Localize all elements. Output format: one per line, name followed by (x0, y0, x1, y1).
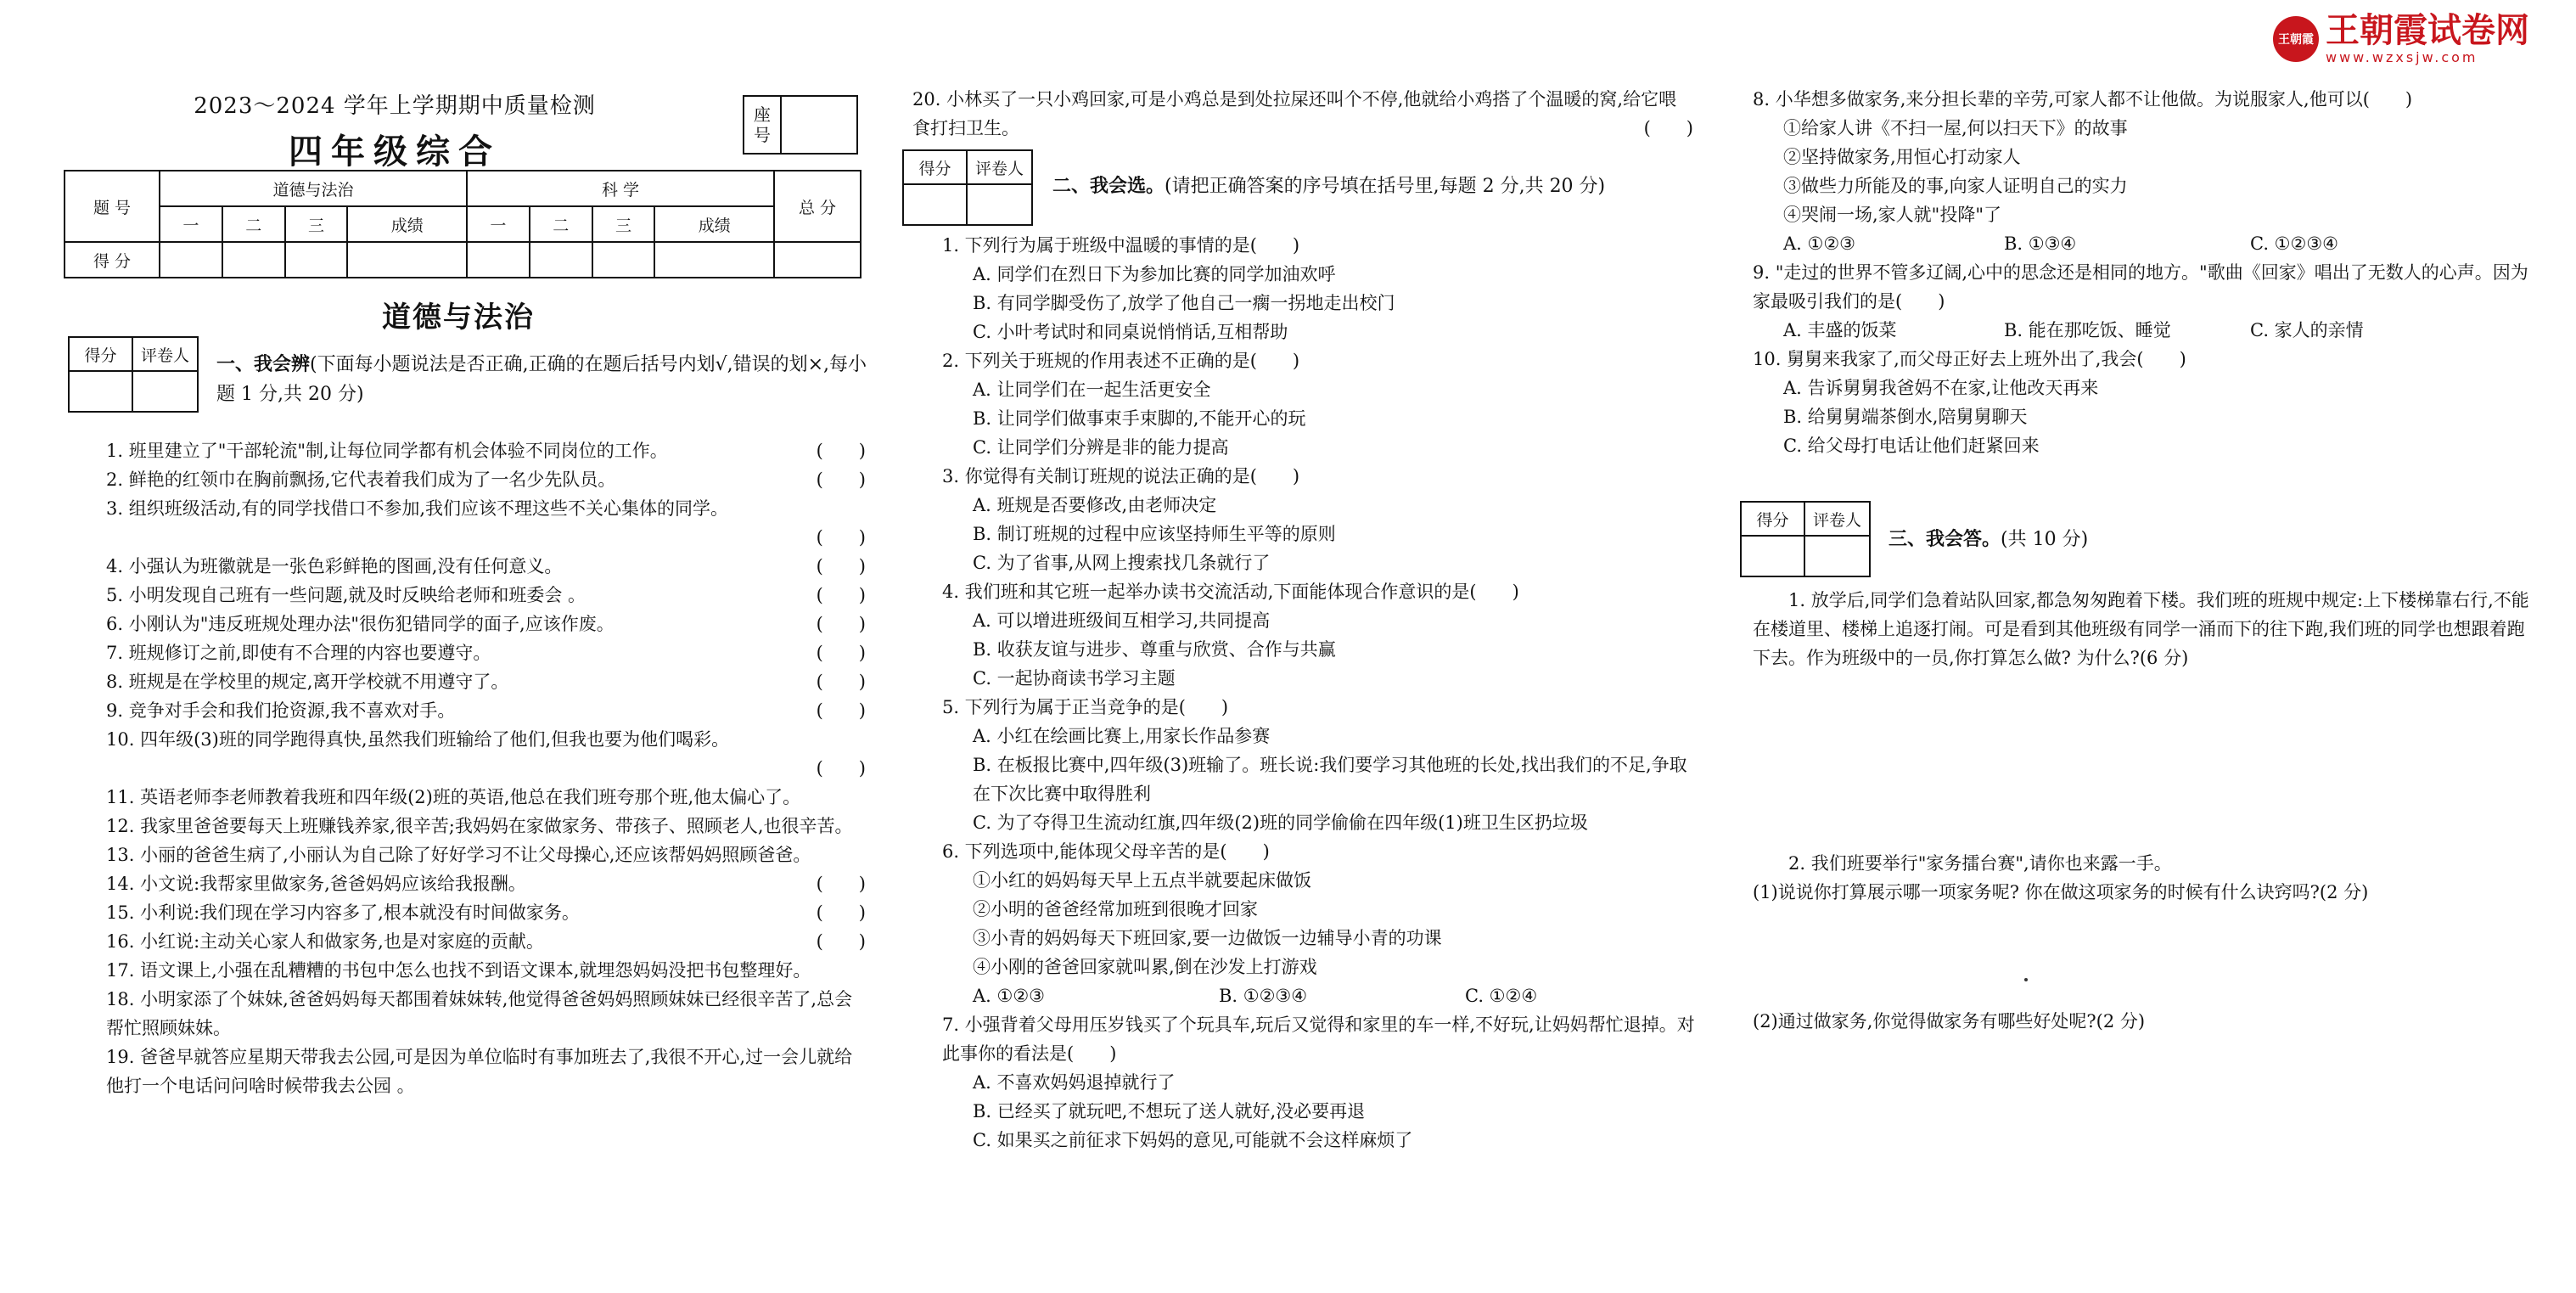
year-title: 2023～2024 学年上学期期中质量检测 (194, 93, 596, 119)
part2-list-continued (1753, 85, 2538, 460)
answer-paren[interactable]: ( ) (816, 527, 866, 548)
score-cell[interactable] (654, 242, 774, 278)
part3-q2 (1753, 849, 2538, 1036)
answer-paren[interactable]: ( ) (816, 441, 866, 461)
question: 3. 你觉得有关制订班规的说法正确的是( ) (942, 466, 1300, 486)
list-item: 12. 我家里爸爸要每天上班赚钱养家,很辛苦;我妈妈在家做家务、带孩子、照顾老人,也很辛苦。 (106, 816, 853, 836)
option: ④小刚的爸爸回家就叫累,倒在沙发上打游戏 (973, 957, 1317, 977)
score-col: 三 (285, 206, 348, 242)
score-row-question: 题 号 (65, 171, 160, 242)
answer-paren[interactable]: ( ) (816, 700, 866, 721)
option[interactable]: C. 为了省事,从网上搜索找几条就行了 (973, 553, 1271, 573)
part3-instruction: (共 10 分) (2001, 529, 2089, 550)
grader-name-label: 评卷人 (133, 338, 197, 372)
column-3 (1736, 0, 2534, 1293)
score-group-2: 科 学 (467, 171, 774, 206)
grader-name-label: 评卷人 (1805, 503, 1869, 537)
seat-label-2: 号 (754, 125, 771, 145)
choice-row (1753, 316, 2538, 345)
option[interactable]: A. 同学们在烈日下为参加比赛的同学加油欢呼 (973, 264, 1336, 284)
grader-score-label: 得分 (1742, 503, 1805, 537)
option: ②坚持做家务,用恒心打动家人 (1783, 147, 2021, 167)
list-item: 17. 语文课上,小强在乱糟糟的书包中怎么也找不到语文课本,就埋怨妈妈没把书包整理好。 (106, 960, 811, 981)
score-col: 一 (467, 206, 530, 242)
question: 8. 小华想多做家务,来分担长辈的辛劳,可家人都不让他做。为说服家人,他可以( ) (1753, 89, 2413, 110)
score-cell[interactable] (285, 242, 348, 278)
exam-header (64, 88, 726, 173)
option[interactable]: C. 给父母打电话让他们赶紧回来 (1783, 436, 2040, 456)
choice[interactable]: A. 丰盛的饭菜 (1783, 320, 1897, 340)
part2-title: 二、我会选。 (1052, 175, 1165, 197)
logo-badge-icon: 王朝霞 (2273, 16, 2319, 62)
part1-title: 一、我会辨 (216, 353, 311, 375)
question: 5. 下列行为属于正当竞争的是( ) (942, 697, 1229, 717)
part3-title: 三、我会答。 (1889, 528, 2001, 550)
list-item: 1. 班里建立了"干部轮流"制,让每位同学都有机会体验不同岗位的工作。 ( ) (106, 436, 866, 465)
list-item: 14. 小文说:我帮家里做家务,爸爸妈妈应该给我报酬。 ( ) (106, 869, 866, 898)
question: 4. 我们班和其它班一起举办读书交流活动,下面能体现合作意识的是( ) (942, 582, 1519, 602)
score-row-score: 得 分 (65, 242, 160, 278)
part1-item-20 (912, 85, 1693, 143)
option: ①小红的妈妈每天早上五点半就要起床做饭 (973, 870, 1311, 891)
score-cell[interactable] (467, 242, 530, 278)
part1-instruction: (下面每小题说法是否正确,正确的在题后括号内划√,错误的划×,每小题 1 分,共 20 分) (216, 354, 867, 405)
answer-paren[interactable]: ( ) (816, 874, 866, 894)
sub-question: (2)通过做家务,你觉得做家务有哪些好处呢?(2 分) (1753, 1011, 2146, 1032)
score-col: 成绩 (654, 206, 774, 242)
answer-paren[interactable]: ( ) (816, 643, 866, 663)
list-item: 9. 竞争对手会和我们抢资源,我不喜欢对手。 ( ) (106, 696, 866, 725)
question: 9. "走过的世界不管多辽阔,心中的思念还是相同的地方。"歌曲《回家》唱出了无数人的心声。因为家最吸引我们的是( ) (1753, 262, 2528, 312)
answer-paren[interactable]: ( ) (816, 469, 866, 490)
section-title: 道德与法治 (382, 301, 535, 334)
score-cell[interactable] (222, 242, 285, 278)
list-item: 4. 小强认为班徽就是一张色彩鲜艳的图画,没有任何意义。 ( ) (106, 552, 866, 581)
list-item: 7. 班规修订之前,即使有不合理的内容也要遵守。 ( ) (106, 638, 866, 667)
answer-paren[interactable]: ( ) (816, 931, 866, 952)
option[interactable]: B. 已经买了就玩吧,不想玩了送人就好,没必要再退 (973, 1101, 1366, 1122)
choice[interactable]: C. ①②④ (1465, 986, 1538, 1006)
option[interactable]: C. 为了夺得卫生流动红旗,四年级(2)班的同学偷偷在四年级(1)班卫生区扔垃圾 (973, 812, 1588, 833)
option[interactable]: B. 给舅舅端茶倒水,陪舅舅聊天 (1783, 407, 2028, 427)
option[interactable]: A. 让同学们在一起生活更安全 (973, 379, 1211, 400)
score-table (64, 170, 861, 278)
score-cell[interactable] (347, 242, 467, 278)
grader-name-field[interactable] (133, 372, 197, 411)
grader-score-field[interactable] (70, 372, 133, 411)
list-item: 2. 鲜艳的红领巾在胸前飘扬,它代表着我们成为了一名少先队员。 ( ) (106, 465, 866, 494)
answer-area[interactable] (1753, 907, 2538, 1007)
option[interactable]: A. 可以增进班级间互相学习,共同提高 (973, 610, 1271, 631)
option[interactable]: C. 小叶考试时和同桌说悄悄话,互相帮助 (973, 322, 1288, 342)
grader-score-label: 得分 (70, 338, 133, 372)
list-item: 3. 组织班级活动,有的同学找借口不参加,我们应该不理这些不关心集体的同学。 (106, 498, 729, 519)
answer-paren[interactable]: ( ) (816, 556, 866, 576)
question: 6. 下列选项中,能体现父母辛苦的是( ) (942, 841, 1270, 862)
part3-heading (1889, 525, 2483, 554)
sub-question: (1)说说你打算展示哪一项家务呢? 你在做这项家务的时候有什么诀窍吗?(2 分) (1753, 882, 2369, 902)
grader-box-2 (902, 149, 1033, 226)
option[interactable]: B. 在板报比赛中,四年级(3)班输了。班长说:我们要学习其他班的长处,找出我们的不足,争取在下次比赛中取得胜利 (973, 755, 1687, 804)
part1-heading (216, 350, 870, 409)
question: 2. 下列关于班规的作用表述不正确的是( ) (942, 351, 1300, 371)
answer-paren[interactable]: ( ) (816, 758, 866, 779)
part3-q1 (1753, 586, 2538, 672)
option[interactable]: A. 小红在绘画比赛上,用家长作品参赛 (973, 726, 1271, 746)
choice-row (942, 981, 1698, 1010)
grader-score-field[interactable] (1742, 537, 1805, 576)
score-col: 二 (530, 206, 592, 242)
score-group-1: 道德与法治 (160, 171, 467, 206)
grader-score-label: 得分 (904, 151, 968, 185)
column-1 (64, 0, 870, 1293)
list-item: 10. 四年级(3)班的同学跑得真快,虽然我们班输给了他们,但我也要为他们喝彩。 (106, 729, 730, 750)
choice[interactable]: C. ①②③④ (2250, 233, 2338, 254)
score-cell[interactable] (530, 242, 592, 278)
list-item: 13. 小丽的爸爸生病了,小丽认为自己除了好好学习不让父母操心,还应该帮妈妈照顾爸爸。 (106, 845, 811, 865)
option: ③小青的妈妈每天下班回家,要一边做饭一边辅导小青的功课 (973, 928, 1442, 948)
option[interactable]: B. 有同学脚受伤了,放学了他自己一瘸一拐地走出校门 (973, 293, 1395, 313)
option[interactable]: B. 收获友谊与进步、尊重与欣赏、合作与共赢 (973, 639, 1336, 660)
list-item (106, 754, 866, 783)
question: 10. 舅舅来我家了,而父母正好去上班外出了,我会( ) (1753, 349, 2186, 369)
question: 2. 我们班要举行"家务擂台赛",请你也来露一手。 (1788, 853, 2172, 874)
choice[interactable]: A. ①②③ (973, 986, 1045, 1006)
grader-name-label: 评卷人 (968, 151, 1031, 185)
part2-list (942, 231, 1698, 1155)
list-item: 19. 爸爸早就答应星期天带我去公园,可是因为单位临时有事加班去了,我很不开心,过一会儿就给他打一个电话问问啥时候带我去公园 。 (106, 1047, 853, 1096)
option: ②小明的爸爸经常加班到很晚才回家 (973, 899, 1258, 919)
choice[interactable]: B. ①②③④ (1219, 986, 1308, 1006)
grader-name-field[interactable] (1805, 537, 1869, 576)
seat-number-box (743, 95, 858, 155)
score-col: 三 (592, 206, 655, 242)
score-col: 成绩 (347, 206, 467, 242)
logo-url: www.wzxsjw.com (2326, 49, 2478, 65)
option[interactable]: B. 让同学们做事束手束脚的,不能开心的玩 (973, 408, 1306, 429)
grader-name-field[interactable] (968, 185, 1031, 224)
grader-score-field[interactable] (904, 185, 968, 224)
option: ③做些力所能及的事,向家人证明自己的实力 (1783, 176, 2128, 196)
list-item (106, 523, 866, 552)
option[interactable]: A. 班规是否要修改,由老师决定 (973, 495, 1217, 515)
answer-paren[interactable]: ( ) (816, 614, 866, 634)
part2-heading (1052, 171, 1698, 201)
seat-label-1: 座 (754, 104, 771, 125)
answer-paren[interactable]: ( ) (816, 672, 866, 692)
grader-box-1 (68, 336, 199, 413)
score-total: 总 分 (774, 171, 861, 242)
list-item: 18. 小明家添了个妹妹,爸爸妈妈每天都围着妹妹转,他觉得爸爸妈妈照顾妹妹已经很辛苦了,总会帮忙照顾妹妹。 (106, 989, 853, 1038)
option[interactable]: A. 不喜欢妈妈退掉就行了 (973, 1072, 1176, 1093)
question: 7. 小强背着父母用压岁钱买了个玩具车,玩后又觉得和家里的车一样,不好玩,让妈妈帮忙退掉。对此事你的看法是( ) (942, 1015, 1695, 1064)
option[interactable]: C. 如果买之前征求下妈妈的意见,可能就不会这样麻烦了 (973, 1130, 1413, 1150)
part2-instruction: (请把正确答案的序号填在括号里,每题 2 分,共 20 分) (1165, 176, 1606, 197)
score-col: 二 (222, 206, 285, 242)
list-item: 15. 小利说:我们现在学习内容多了,根本就没有时间做家务。 ( ) (106, 898, 866, 927)
part1-list (106, 436, 866, 1100)
option: ④哭闹一场,家人就"投降"了 (1783, 205, 2001, 225)
choice[interactable]: B. 能在那吃饭、睡觉 (2004, 320, 2171, 340)
column-2 (895, 0, 1702, 1293)
answer-paren[interactable]: ( ) (816, 585, 866, 605)
grader-box-3 (1740, 501, 1871, 577)
option: ①给家人讲《不扫一屋,何以扫天下》的故事 (1783, 118, 2128, 138)
choice[interactable]: B. ①③④ (2004, 233, 2077, 254)
question: 1. 下列行为属于班级中温暖的事情的是( ) (942, 235, 1300, 256)
option[interactable]: C. 一起协商读书学习主题 (973, 668, 1176, 689)
score-cell[interactable] (774, 242, 861, 278)
option[interactable]: A. 告诉舅舅我爸妈不在家,让他改天再来 (1783, 378, 2099, 398)
list-item: 5. 小明发现自己班有一些问题,就及时反映给老师和班委会 。 ( ) (106, 581, 866, 610)
score-col: 一 (160, 206, 222, 242)
score-cell[interactable] (160, 242, 222, 278)
question: 1. 放学后,同学们急着站队回家,都急匆匆跑着下楼。我们班的班规中规定:上下楼梯靠右行,不能在楼道里、楼梯上追逐打闹。可是看到其他班级有同学一涌而下的往下跑,我们班的同学也想跟着跑下去。作为班级中的一员,你打算怎么做? 为什么?(6 分) (1753, 590, 2529, 668)
logo-name: 王朝霞试卷网 (2326, 11, 2529, 50)
list-item: 11. 英语老师李老师教着我班和四年级(2)班的英语,他总在我们班夸那个班,他太偏心了。 (106, 787, 801, 807)
choice-row (1753, 229, 2538, 258)
list-item: 6. 小刚认为"违反班规处理办法"很伤犯错同学的面子,应该作废。 ( ) (106, 610, 866, 638)
seat-number-field[interactable] (782, 97, 856, 153)
subject-title: 四年级综合 (289, 132, 501, 171)
option[interactable]: C. 让同学们分辨是非的能力提高 (973, 437, 1229, 458)
choice[interactable]: A. ①②③ (1783, 233, 1855, 254)
choice[interactable]: C. 家人的亲情 (2250, 320, 2364, 340)
list-item: 20. 小林买了一只小鸡回家,可是小鸡总是到处拉屎还叫个不停,他就给小鸡搭了个温暖的窝,给它喂食打扫卫生。 ( ) (912, 85, 1693, 143)
answer-paren[interactable]: ( ) (816, 902, 866, 923)
score-cell[interactable] (592, 242, 655, 278)
answer-paren[interactable]: ( ) (1643, 118, 1693, 138)
list-item: 8. 班规是在学校里的规定,离开学校就不用遵守了。 ( ) (106, 667, 866, 696)
option[interactable]: B. 制订班规的过程中应该坚持师生平等的原则 (973, 524, 1336, 544)
list-item: 16. 小红说:主动关心家人和做家务,也是对家庭的贡献。 ( ) (106, 927, 866, 956)
